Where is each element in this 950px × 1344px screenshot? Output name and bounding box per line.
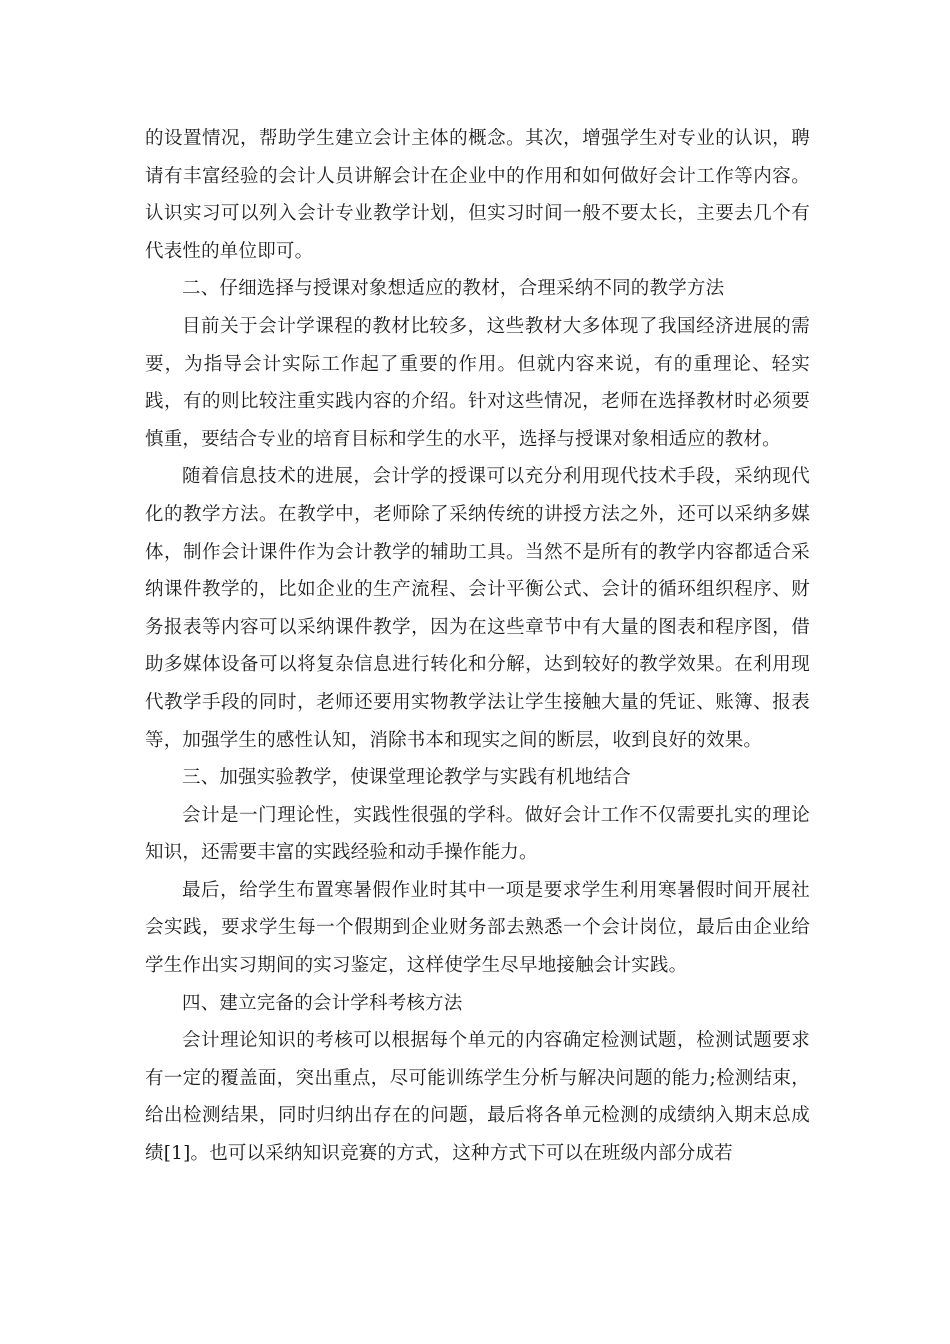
paragraph: 目前关于会计学课程的教材比较多，这些教材大多体现了我国经济进展的需要，为指导会计实际工作起了重要的作用。但就内容来说，有的重理论、轻实践，有的则比较注重实践内容的介绍。针对这些情况，老师在选择教材时必须要慎重，要结合专业的培育目标和学生的水平，选择与授课对象相适应的教材。 (145, 315, 810, 450)
paragraph: 最后，给学生布置寒暑假作业时其中一项是要求学生利用寒暑假时间开展社会实践，要求学生每一个假期到企业财务部去熟悉一个会计岗位，最后由企业给学生作出实习期间的实习鉴定，这样使学生尽早地接触会计实践。 (145, 879, 810, 977)
section-heading: 三、加强实验教学，使课堂理论教学与实践有机地结合 (182, 767, 631, 789)
paragraph: 的设置情况，帮助学生建立会计主体的概念。其次，增强学生对专业的认识，聘请有丰富经验的会计人员讲解会计在企业中的作用和如何做好会计工作等内容。认识实习可以列入会计专业教学计划，但实习时间一般不要太长，主要去几个有代表性的单位即可。 (145, 128, 810, 262)
section-heading: 四、建立完备的会计学科考核方法 (182, 992, 463, 1014)
paragraph: 随着信息技术的进展，会计学的授课可以充分利用现代技术手段，采纳现代化的教学方法。在教学中，老师除了采纳传统的讲授方法之外，还可以采纳多媒体，制作会计课件作为会计教学的辅助工具。当然不是所有的教学内容都适合采纳课件教学的，比如企业的生产流程、会计平衡公式、会计的循环组织程序、财务报表等内容可以采纳课件教学，因为在这些章节中有大量的图表和程序图，借助多媒体设备可以将复杂信息进行转化和分解，达到较好的教学效果。在利用现代教学手段的同时，老师还要用实物教学法让学生接触大量的凭证、账簿、报表等，加强学生的感性认知，消除书本和现实之间的断层，收到良好的效果。 (145, 466, 810, 751)
section-heading: 二、仔细选择与授课对象想适应的教材，合理采纳不同的教学方法 (182, 278, 725, 300)
document-body (145, 120, 810, 1173)
paragraph: 会计理论知识的考核可以根据每个单元的内容确定检测试题，检测试题要求有一定的覆盖面，突出重点，尽可能训练学生分析与解决问题的能力;检测结束，给出检测结果，同时归纳出存在的问题，最后将各单元检测的成绩纳入期末总成绩[1]。也可以采纳知识竞赛的方式，这种方式下可以在班级内部分成若 (145, 1030, 810, 1165)
paragraph: 会计是一门理论性，实践性很强的学科。做好会计工作不仅需要扎实的理论知识，还需要丰富的实践经验和动手操作能力。 (145, 804, 810, 864)
